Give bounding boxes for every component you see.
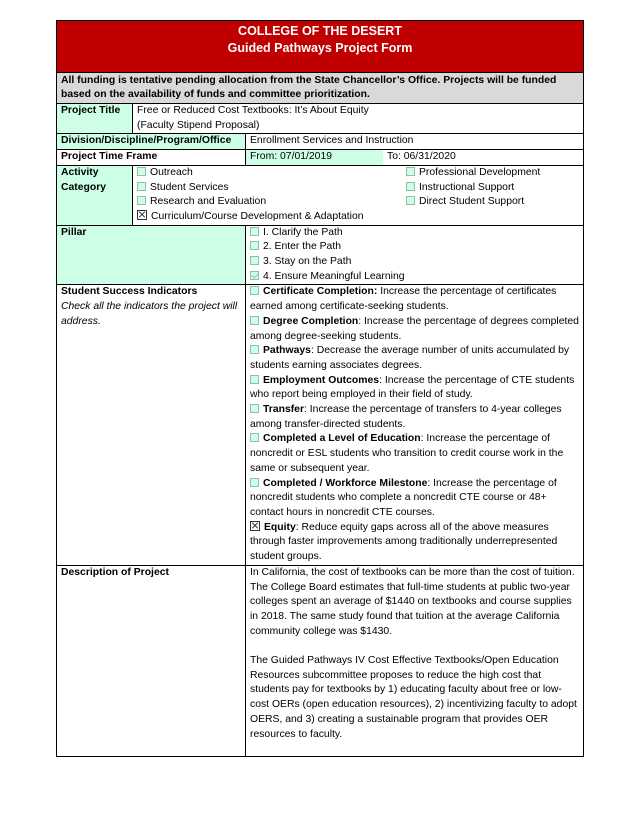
form-title: Guided Pathways Project Form bbox=[227, 41, 413, 55]
checkbox-icon[interactable] bbox=[250, 375, 259, 384]
project-title-value[interactable] bbox=[132, 104, 583, 133]
activity-option-instructional[interactable]: Instructional Support bbox=[406, 181, 579, 196]
indicator-transfer[interactable]: Transfer: Increase the percentage of transfers to 4-year colleges among transfer-directed students. bbox=[250, 404, 562, 430]
division-value[interactable]: Enrollment Services and Instruction bbox=[245, 134, 583, 149]
checkbox-icon[interactable] bbox=[406, 167, 415, 176]
indicator-workforce[interactable]: Completed / Workforce Milestone: Increase the percentage of noncredit students who complete a noncredit CTE course or 48+ contact hours in noncredit CTE courses. bbox=[250, 477, 557, 518]
pillar-option-2[interactable]: 2. Enter the Path bbox=[250, 240, 579, 255]
checkbox-icon[interactable] bbox=[250, 433, 259, 442]
pillar-option-1[interactable]: I. Clarify the Path bbox=[250, 226, 579, 241]
activity-label-line1: Activity bbox=[61, 166, 99, 178]
description-row bbox=[57, 566, 583, 756]
project-title-line1: Free or Reduced Cost Textbooks: It’s About Equity bbox=[137, 105, 369, 116]
checkbox-icon[interactable] bbox=[137, 196, 146, 205]
checked-box-icon[interactable] bbox=[137, 210, 147, 220]
indicator-degree[interactable]: Degree Completion: Increase the percentage of degrees completed among degree-seeking students. bbox=[250, 315, 579, 342]
checkbox-icon[interactable] bbox=[250, 241, 259, 250]
checkbox-icon[interactable] bbox=[250, 345, 259, 354]
checkbox-icon[interactable] bbox=[250, 404, 259, 413]
description-label: Description of Project bbox=[61, 566, 169, 578]
indicator-certificate[interactable]: Certificate Completion: Increase the percentage of certificates earned among certificate-seeking students. bbox=[250, 286, 557, 313]
funding-notice: All funding is tentative pending allocation from the State Chancellor’s Office. Projects will be funded based on the availability of funds and committee prioritization. bbox=[57, 73, 583, 104]
indicators-label: Student Success Indicators bbox=[61, 286, 198, 298]
indicator-employment[interactable]: Employment Outcomes: Increase the percentage of CTE students who report being employed in their field of study. bbox=[250, 374, 575, 401]
activity-label bbox=[57, 166, 132, 225]
description-text[interactable] bbox=[245, 566, 583, 756]
description-para-2: The Guided Pathways IV Cost Effective Textbooks/Open Education Resources subcommittee proposes to reduce the high cost that students pay for textbooks by 1) educating faculty about free or low-cost OERs (open education resources), 2) incentivizing faculty to adopt OERS, and 3) creating a sustainable program that provides OER resources to faculty. bbox=[250, 655, 577, 740]
activity-option-direct-support[interactable]: Direct Student Support bbox=[406, 195, 579, 210]
indicators-row bbox=[57, 285, 583, 565]
indicator-level-education[interactable]: Completed a Level of Education: Increase the percentage of noncredit or ESL students who transition to credit course work in the same or subsequent year. bbox=[250, 433, 564, 474]
checkbox-icon[interactable] bbox=[137, 167, 146, 176]
project-form bbox=[56, 20, 584, 757]
checkbox-icon[interactable] bbox=[137, 182, 146, 191]
project-title-label: Project Title bbox=[57, 104, 132, 133]
pillar-label: Pillar bbox=[57, 226, 245, 285]
checkbox-icon[interactable] bbox=[250, 316, 259, 325]
activity-options-right bbox=[402, 166, 583, 225]
division-label: Division/Discipline/Program/Office bbox=[57, 134, 245, 149]
indicator-pathways[interactable]: Pathways: Decrease the average number of units accumulated by students earning associates degrees. bbox=[250, 345, 570, 371]
indicator-equity[interactable]: Equity: Reduce equity gaps across all of the above measures through faster improvements among traditionally underrepresented student groups. bbox=[250, 521, 558, 563]
project-title-row bbox=[57, 104, 583, 134]
division-row bbox=[57, 134, 583, 150]
activity-label-line2: Category bbox=[61, 181, 107, 193]
pillar-option-4[interactable]: 4. Ensure Meaningful Learning bbox=[250, 270, 579, 285]
activity-option-outreach[interactable]: Outreach bbox=[137, 166, 398, 181]
pillar-row bbox=[57, 226, 583, 286]
checkbox-icon[interactable] bbox=[250, 256, 259, 265]
form-header bbox=[57, 21, 583, 73]
checkbox-icon[interactable] bbox=[406, 182, 415, 191]
checkbox-icon[interactable] bbox=[250, 286, 259, 295]
indicators-label-cell bbox=[57, 285, 245, 564]
time-frame-to[interactable]: To: 06/31/2020 bbox=[387, 151, 456, 163]
pillar-options bbox=[245, 226, 583, 285]
pillar-option-3[interactable]: 3. Stay on the Path bbox=[250, 255, 579, 270]
activity-option-student-services[interactable]: Student Services bbox=[137, 181, 398, 196]
activity-option-prof-dev[interactable]: Professional Development bbox=[406, 166, 579, 181]
checkbox-icon[interactable] bbox=[250, 478, 259, 487]
activity-option-curriculum[interactable]: Curriculum/Course Development & Adaptation bbox=[137, 210, 398, 225]
indicators-hint: Check all the indicators the project will address. bbox=[61, 301, 238, 327]
time-frame-row bbox=[57, 150, 583, 166]
activity-options-left bbox=[132, 166, 402, 225]
project-title-line2: (Faculty Stipend Proposal) bbox=[137, 119, 260, 131]
checked-box-icon[interactable] bbox=[250, 521, 260, 531]
activity-option-research[interactable]: Research and Evaluation bbox=[137, 195, 398, 210]
description-para-1: In California, the cost of textbooks can be more than the cost of tuition. The College Board estimates that full-time students at public two-year colleges spent an average of $1440 on textbooks and course supplies in 2018. The same study found that tuition at the average California community college was $1430. bbox=[250, 566, 575, 637]
time-frame-from[interactable]: From: 07/01/2019 bbox=[245, 150, 383, 165]
indicators-list bbox=[245, 285, 583, 564]
activity-row bbox=[57, 166, 583, 226]
time-frame-label: Project Time Frame bbox=[61, 151, 158, 163]
checkbox-icon[interactable] bbox=[250, 227, 259, 236]
college-name: COLLEGE OF THE DESERT bbox=[238, 24, 402, 38]
checkbox-icon[interactable] bbox=[406, 196, 415, 205]
checked-box-icon[interactable] bbox=[250, 271, 259, 280]
